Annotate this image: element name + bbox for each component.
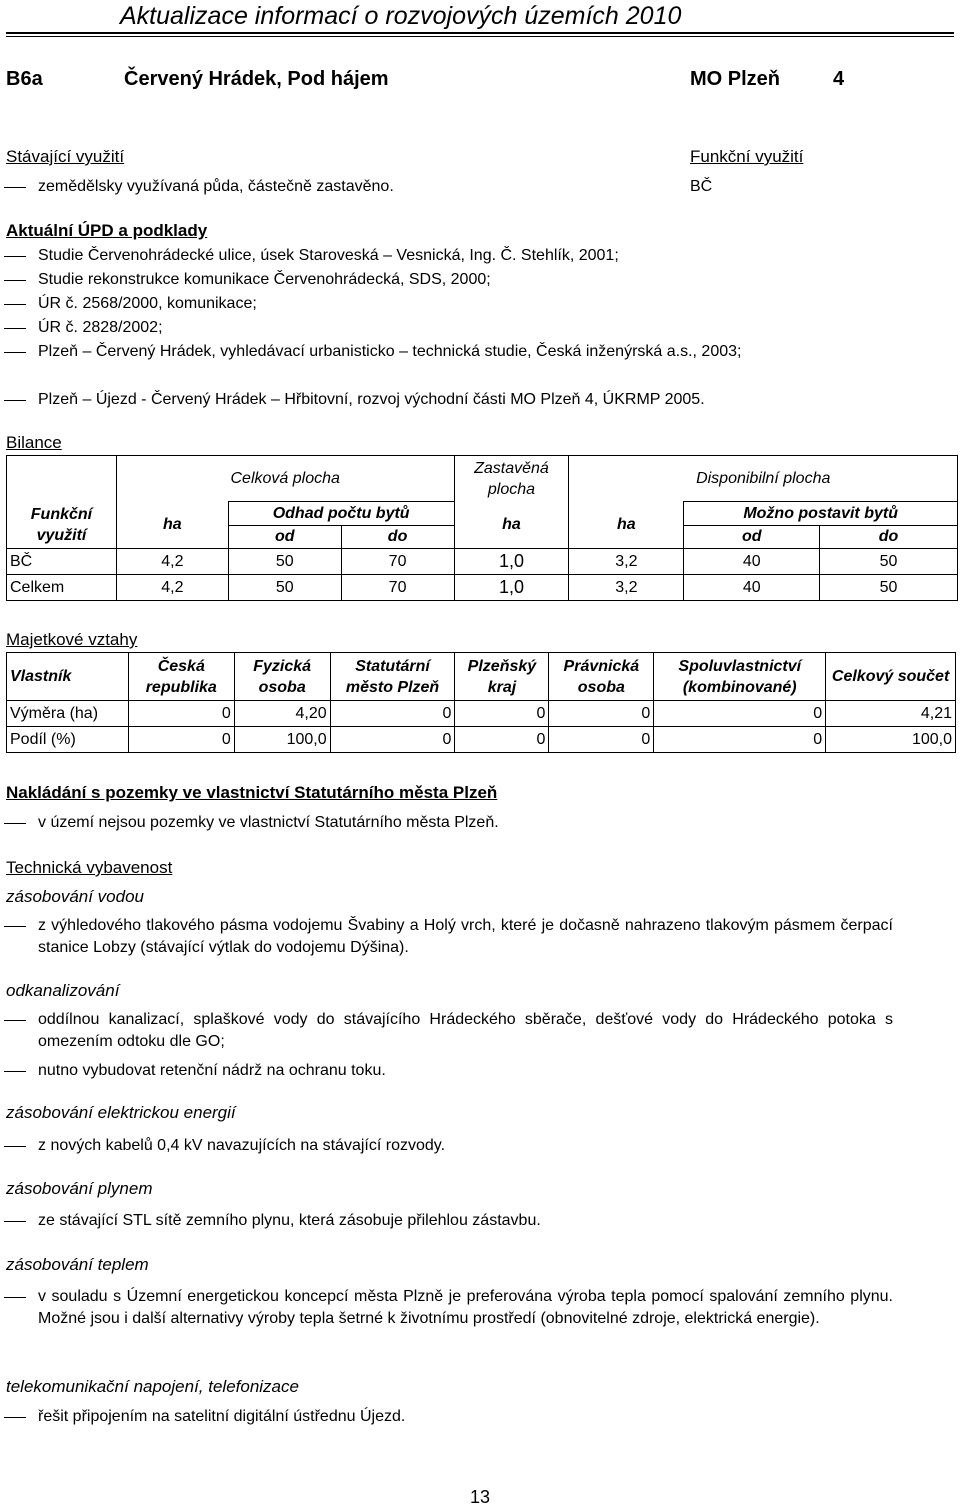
upd-item: ÚR č. 2828/2002; <box>38 319 163 336</box>
upd-item: Plzeň – Újezd - Červený Hrádek – Hřbitovní, rozvoj východní části MO Plzeň 4, ÚKRMP 2005. <box>38 391 705 408</box>
row-label: BČ <box>7 549 117 575</box>
locality-code: B6a <box>6 68 43 90</box>
col-region: Plzeňský kraj <box>455 653 549 701</box>
header-rule <box>6 32 954 34</box>
dash-marker <box>4 400 26 401</box>
table-cell: 100,0 <box>826 727 956 753</box>
cell-estimate-to: 70 <box>341 549 454 575</box>
bilance-header-ha: ha <box>454 502 569 549</box>
upd-item: Studie Červenohrádecké ulice, úsek Staroveská – Vesnická, Ing. Č. Stehlík, 2001; <box>38 247 619 264</box>
dash-marker <box>4 352 26 353</box>
cell-available-area: 3,2 <box>569 575 684 601</box>
sewer-heading: odkanalizování <box>6 981 120 1000</box>
table-cell: 0 <box>128 727 234 753</box>
table-row <box>7 575 958 601</box>
cell-built-area: 1,0 <box>454 575 569 601</box>
table-cell: 4,21 <box>826 701 956 727</box>
table-cell: 0 <box>128 701 234 727</box>
bilance-header-function: Funkční využití <box>7 502 117 549</box>
cell-possible-to: 50 <box>820 549 958 575</box>
cell-total-area: 4,2 <box>116 549 228 575</box>
upd-item: Studie rekonstrukce komunikace Červenohrádecká, SDS, 2000; <box>38 271 491 288</box>
dash-marker <box>4 187 26 188</box>
table-cell: 0 <box>654 727 826 753</box>
power-heading: zásobování elektrickou energií <box>6 1103 236 1122</box>
table-row <box>7 727 956 753</box>
dash-marker <box>4 1221 26 1222</box>
bilance-header-to: do <box>341 526 454 549</box>
table-cell: 0 <box>330 727 455 753</box>
cell-possible-from: 40 <box>684 575 820 601</box>
bilance-table <box>6 455 958 601</box>
locality-name: Červený Hrádek, Pod hájem <box>124 68 389 90</box>
cell-total-area: 4,2 <box>116 575 228 601</box>
cell-available-area: 3,2 <box>569 549 684 575</box>
water-item: z výhledového tlakového pásma vodojemu Švabiny a Holý vrch, které je dočasně nahrazeno tlakovým pásmem čerpací stanice Lobzy (stávající výtlak do vodojemu Dýšina). <box>38 917 893 956</box>
header-rule-thin <box>6 36 954 37</box>
dash-marker <box>4 1297 26 1298</box>
district-number: 4 <box>833 68 845 90</box>
col-owner: Vlastník <box>7 653 129 701</box>
table-cell: 0 <box>455 727 549 753</box>
dash-marker <box>4 1071 26 1072</box>
cell-estimate-from: 50 <box>228 575 341 601</box>
col-natural-person: Fyzická osoba <box>234 653 330 701</box>
table-cell: 4,20 <box>234 701 330 727</box>
current-use-item: zemědělsky využívaná půda, částečně zastavěno. <box>38 178 394 195</box>
upd-item: Plzeň – Červený Hrádek, vyhledávací urbanisticko – technická studie, Česká inženýrská a.s., 2003; <box>38 343 742 360</box>
dash-marker <box>4 926 26 927</box>
ownership-heading: Majetkové vztahy <box>6 630 138 649</box>
dash-marker <box>4 823 26 824</box>
table-cell: 0 <box>549 701 654 727</box>
function-value: BČ <box>690 178 713 195</box>
bilance-header-ha: ha <box>569 502 684 549</box>
bilance-header-ha: ha <box>116 502 228 549</box>
gas-heading: zásobování plynem <box>6 1179 153 1198</box>
cell-estimate-to: 70 <box>341 575 454 601</box>
dash-marker <box>4 1146 26 1147</box>
table-cell: 0 <box>330 701 455 727</box>
col-legal-person: Právnická osoba <box>549 653 654 701</box>
heat-item: v souladu s Územní energetickou koncepcí města Plzně je preferována výroba tepla pomocí spalování zemního plynu. Možné jsou i další alternativy výroby tepla šetrné k životnímu prostředí (obnovitelné zdroje, elektrická energie). <box>38 1288 893 1327</box>
upd-heading: Aktuální ÚPD a podklady <box>6 221 208 240</box>
bilance-heading: Bilance <box>6 433 62 452</box>
dash-marker <box>4 328 26 329</box>
bilance-header-built-area: Zastavěná plocha <box>454 456 569 502</box>
dash-marker <box>4 280 26 281</box>
table-row <box>7 701 956 727</box>
row-label: Podíl (%) <box>7 727 129 753</box>
table-cell: 0 <box>654 701 826 727</box>
sewer-item: nutno vybudovat retenční nádrž na ochranu toku. <box>38 1062 386 1079</box>
col-total: Celkový součet <box>826 653 956 701</box>
row-label: Celkem <box>7 575 117 601</box>
district-name: MO Plzeň <box>690 68 781 90</box>
dash-marker <box>4 256 26 257</box>
current-use-heading: Stávající využití <box>6 147 125 166</box>
water-heading: zásobování vodou <box>6 887 144 906</box>
bilance-header-total-area: Celková plocha <box>116 456 454 502</box>
upd-item: ÚR č. 2568/2000, komunikace; <box>38 295 257 312</box>
sewer-item: oddílnou kanalizací, splaškové vody do stávajícího Hrádeckého sběrače, dešťové vody do Hrádeckého potoka s omezením odtoku dle GO; <box>38 1011 893 1050</box>
table-cell: 0 <box>549 727 654 753</box>
table-cell: 0 <box>455 701 549 727</box>
city-land-heading: Nakládání s pozemky ve vlastnictví Statutárního města Plzeň <box>6 783 498 802</box>
cell-built-area: 1,0 <box>454 549 569 575</box>
table-cell: 100,0 <box>234 727 330 753</box>
bilance-header-available-area: Disponibilní plocha <box>569 456 958 502</box>
col-czech-republic: Česká republika <box>128 653 234 701</box>
cell-estimate-from: 50 <box>228 549 341 575</box>
document-title: Aktualizace informací o rozvojových územích 2010 <box>120 2 682 30</box>
row-label: Výměra (ha) <box>7 701 129 727</box>
tech-heading: Technická vybavenost <box>6 858 173 877</box>
bilance-header-to: do <box>820 526 958 549</box>
cell-possible-to: 50 <box>820 575 958 601</box>
city-land-item: v území nejsou pozemky ve vlastnictví Statutárního města Plzeň. <box>38 814 499 831</box>
telco-item: řešit připojením na satelitní digitální ústřednu Újezd. <box>38 1408 406 1425</box>
cell-possible-from: 40 <box>684 549 820 575</box>
table-row <box>7 549 958 575</box>
bilance-header-from: od <box>684 526 820 549</box>
col-co-ownership: Spoluvlastnictví (kombinované) <box>654 653 826 701</box>
dash-marker <box>4 1417 26 1418</box>
dash-marker <box>4 1020 26 1021</box>
function-heading: Funkční využití <box>690 147 804 166</box>
gas-item: ze stávající STL sítě zemního plynu, která zásobuje přilehlou zástavbu. <box>38 1212 541 1229</box>
ownership-table <box>6 652 956 753</box>
page-number: 13 <box>469 1487 491 1506</box>
col-city: Statutární město Plzeň <box>330 653 455 701</box>
power-item: z nových kabelů 0,4 kV navazujících na stávající rozvody. <box>38 1137 446 1154</box>
dash-marker <box>4 304 26 305</box>
telco-heading: telekomunikační napojení, telefonizace <box>6 1377 299 1396</box>
bilance-header-possible: Možno postavit bytů <box>684 502 958 526</box>
heat-heading: zásobování teplem <box>6 1255 149 1274</box>
bilance-header-from: od <box>228 526 341 549</box>
bilance-header-estimate: Odhad počtu bytů <box>228 502 454 526</box>
